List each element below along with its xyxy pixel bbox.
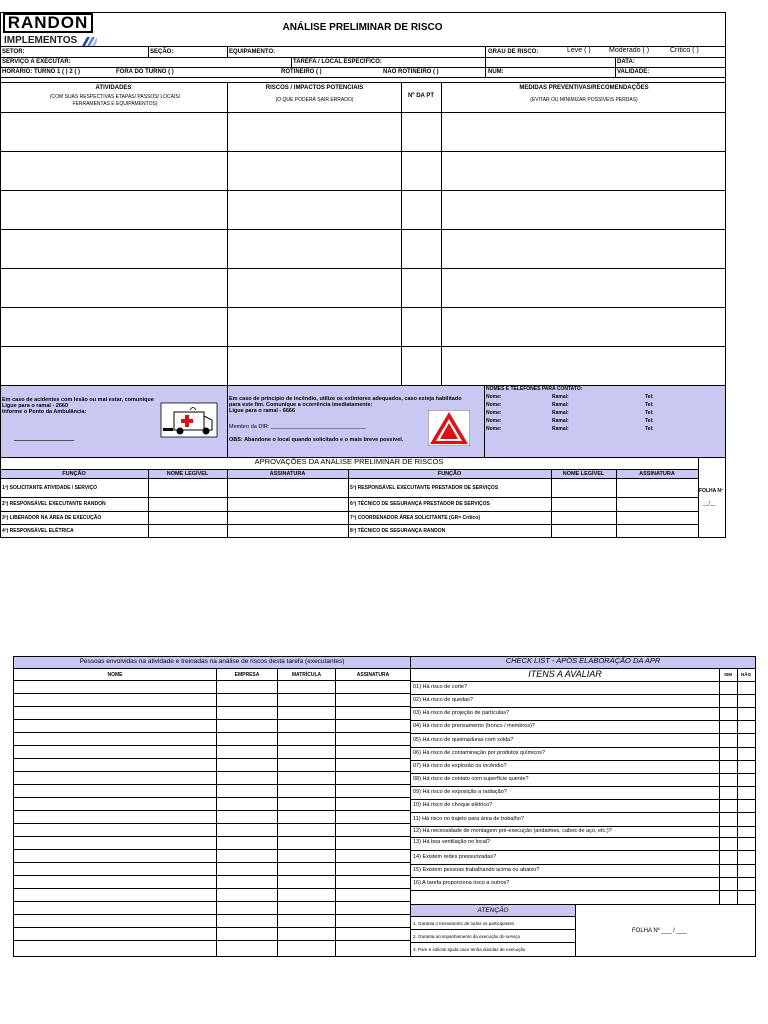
col-riscos: RISCOS / IMPACTOS POTENCIAIS xyxy=(265,85,364,91)
contato-tel-4: Tel: xyxy=(645,418,654,424)
approval-right-8: 8º) TÉCNICO DE SEGURANÇA RANDON xyxy=(350,528,446,534)
col-atividades: ATIVIDADES xyxy=(95,85,132,91)
approvals-col-funcao-right: FUNÇÃO xyxy=(437,471,462,477)
checklist-item-2: 02) Há risco de quedas? xyxy=(413,697,473,703)
contato-nome-5: Nome: xyxy=(486,426,502,432)
contato-nome-2: Nome: xyxy=(486,402,502,408)
approval-right-6: 6º) TÉCNICO DE SEGURANÇA PRESTADOR DE SERVIÇOS xyxy=(350,501,490,507)
people-col-empresa: EMPRESA xyxy=(234,672,260,678)
nao-rotineiro-label: NÃO ROTINEIRO ( ) xyxy=(383,69,439,75)
grau-leve-option[interactable]: Leve ( ) xyxy=(567,47,591,54)
people-col-nome: NOME xyxy=(107,672,123,678)
fire-brigade-icon xyxy=(428,410,470,446)
tarefa-label: TAREFA / LOCAL ESPECÍFICO: xyxy=(293,59,382,65)
atencao-title: ATENÇÃO xyxy=(477,907,509,914)
obs-text: OBS: Abandone o local quando solicitado e o mais breve possível. xyxy=(229,437,404,443)
acidente-text-1: Em caso de acidentes com lesão ou mal estar, comunique xyxy=(2,397,154,403)
data-label: DATA: xyxy=(617,59,635,65)
col-medidas-sub: (EVITAR OU MINIMIZAR POSSÍVEIS PERDAS) xyxy=(530,97,638,103)
grau-risco-label: GRAU DE RISCO: xyxy=(488,49,539,55)
people-title: Pessoas envolvidas na atividade e treinadas na análise de riscos desta tarefa (executantes) xyxy=(79,658,345,665)
approvals-col-nome-right: NOME LEGÍVEL xyxy=(562,471,605,477)
setor-label: SETOR: xyxy=(2,49,25,55)
contato-tel-5: Tel: xyxy=(645,426,654,432)
col-numero-pt: Nº DA PT xyxy=(408,93,434,99)
grau-critico-option[interactable]: Crítico ( ) xyxy=(670,47,699,54)
checklist-item-5: 05) Há risco de queimaduras com solda? xyxy=(413,737,514,743)
approvals-col-funcao-left: FUNÇÃO xyxy=(62,471,86,477)
grau-moderado-option[interactable]: Moderado ( ) xyxy=(609,47,650,54)
checklist-item-15: 15) Existem pessoas trabalhando acima ou abaixo? xyxy=(413,867,540,873)
incendio-text-1: Em caso de princípio de incêndio, utilize os extintores adequados, caso esteja habilitado xyxy=(229,396,462,402)
rotineiro-label: ROTINEIRO ( ) xyxy=(281,69,322,75)
contato-tel-1: Tel: xyxy=(645,394,654,400)
checklist-item-11: 11) Há risco no trajeto para área de trabalho? xyxy=(413,816,524,822)
checklist-item-10: 10) Há risco de choque elétrico? xyxy=(413,802,493,808)
col-medidas: MEDIDAS PREVENTIVAS/RECOMENDAÇÕES xyxy=(519,85,649,91)
checklist-sim-checkboxes[interactable] xyxy=(720,682,737,904)
checklist-subtitle: ITENS A AVALIAR xyxy=(528,669,602,679)
approval-left-2: 2º) RESPONSÁVEL EXECUTANTE RANDON xyxy=(2,501,106,507)
contato-ramal-2: Ramal: xyxy=(552,402,569,408)
approval-right-7: 7º) COORDENADOR ÁREA SOLICITANTE (GR= Crítico) xyxy=(350,515,481,521)
folha-label: FOLHA Nº xyxy=(699,488,723,494)
contatos-title: NOMES E TELEFONES PARA CONTATO: xyxy=(486,386,583,392)
atencao-item-2: 2. Garanta acompanhamento da execução do serviço xyxy=(413,934,521,939)
approvals-col-assinatura-right: ASSINATURA xyxy=(639,471,675,477)
approval-left-3: 3º) LIBERADOR NA ÁREA DE EXECUÇÃO xyxy=(2,515,102,521)
servico-label: SERVIÇO A EXECUTAR: xyxy=(2,59,71,65)
incendio-text-2: para este fim. Comunique a ocorrência imediatamente: xyxy=(229,402,373,408)
checklist-item-6: 06) Há risco de contaminação por produtos químicos? xyxy=(413,750,546,756)
people-col-matricula: MATRÍCULA xyxy=(291,672,322,678)
atencao-item-1: 1. Garanta o treinamento de todos os participantes xyxy=(413,921,515,926)
checklist-item-8: 08) Há risco de contato com superfície quente? xyxy=(413,776,529,782)
people-col-assinatura: ASSINATURA xyxy=(356,672,390,678)
activity-rows-area[interactable] xyxy=(0,113,726,385)
ambulance-icon xyxy=(160,402,218,438)
checklist-item-13: 13) Há boa ventilação no local? xyxy=(413,839,491,845)
checklist-nao-checkboxes[interactable] xyxy=(738,682,755,904)
contato-nome-4: Nome: xyxy=(486,418,502,424)
approvals-title: APROVAÇÕES DA ANÁLISE PRELIMINAR DE RISCOS xyxy=(254,457,444,466)
contato-ramal-3: Ramal: xyxy=(552,410,569,416)
equipamento-label: EQUIPAMENTO: xyxy=(229,49,276,55)
col-atividades-sub: (COM SUAS RESPECTIVAS ETAPAS/ PASSOS/ LOCAIS/ FERRAMENTAS E EQUIPAMENTOS) xyxy=(49,94,181,107)
atencao-item-3: 3. Pare e solicite ajuda caso tenha dúvidas de execução xyxy=(413,947,526,952)
contato-tel-2: Tel: xyxy=(645,402,654,408)
checklist-item-7: 07) Há risco de explosão ou incêndio? xyxy=(413,763,507,769)
horario-label: HORÁRIO: TURNO 1 ( ) 2 ( ) xyxy=(2,69,80,75)
approval-left-4: 4º) RESPONSÁVEL ELÉTRICA xyxy=(2,528,74,534)
logo-stripes-icon xyxy=(79,37,97,46)
contato-ramal-4: Ramal: xyxy=(552,418,569,424)
col-riscos-sub: (O QUE PODERÁ SAIR ERRADO) xyxy=(275,97,354,103)
contato-tel-3: Tel: xyxy=(645,410,654,416)
checklist-item-9: 09) Há risco de exposição a radiação? xyxy=(413,789,507,795)
checklist-folha[interactable]: FOLHA Nº ___ / ___ xyxy=(632,928,687,934)
approval-right-5: 5º) RESPONSÁVEL EXECUTANTE PRESTADOR DE SERVIÇOS xyxy=(350,485,499,491)
checklist-item-12: 12) Há necessidade de montagem pré-execução (andaimes, cabos de aço, etc.)? xyxy=(413,828,612,834)
form-title: ANÁLISE PRELIMINAR DE RISCO xyxy=(282,22,443,33)
validade-label: VALIDADE: xyxy=(617,69,650,75)
checklist-sheet xyxy=(13,656,756,957)
acidente-text-2: Ligue para o ramal - 2660 xyxy=(2,403,69,409)
incendio-text-3: Ligue para o ramal - 6666 xyxy=(229,408,296,414)
randon-logo xyxy=(3,13,95,47)
folha-value[interactable]: __/__ xyxy=(703,501,716,507)
approvals-col-assinatura-left: ASSINATURA xyxy=(269,471,306,477)
logo-sub: IMPLEMENTOS xyxy=(4,35,78,46)
contato-ramal-5: Ramal: xyxy=(552,426,569,432)
checklist-item-4: 04) Há risco de prensamento (tronco / membros)? xyxy=(413,723,535,729)
fora-turno-label: FORA DO TURNO ( ) xyxy=(116,69,174,75)
checklist-item-14: 14) Existem redes pressurizadas? xyxy=(413,854,497,860)
checklist-col-sim: SIM xyxy=(723,672,732,677)
checklist-item-1: 01) Há risco de corte? xyxy=(413,684,468,690)
contato-ramal-1: Ramal: xyxy=(552,394,569,400)
checklist-item-3: 03) Há risco de projeção de partículas? xyxy=(413,710,509,716)
approvals-col-nome-left: NOME LEGÍVEL xyxy=(166,471,209,477)
secao-label: SEÇÃO: xyxy=(150,49,174,55)
contato-nome-1: Nome: xyxy=(486,394,502,400)
num-label: NUM: xyxy=(488,69,504,75)
membro-dir: Membro da DIR: _______________________________ xyxy=(229,424,366,430)
checklist-title: CHECK LIST - APÓS ELABORAÇÃO DA APR xyxy=(505,656,661,665)
approval-left-1: 1º) SOLICITANTE ATIVIDADE / SERVIÇO xyxy=(2,485,97,491)
checklist-item-16: 16) A tarefa proporciona risco a outros? xyxy=(413,880,510,886)
logo-brand: RANDON xyxy=(3,13,93,33)
acidente-text-3: Informe o Ponto da Ambulância: xyxy=(2,409,87,415)
checklist-col-nao: NÃO xyxy=(741,672,751,677)
contato-nome-3: Nome: xyxy=(486,410,502,416)
